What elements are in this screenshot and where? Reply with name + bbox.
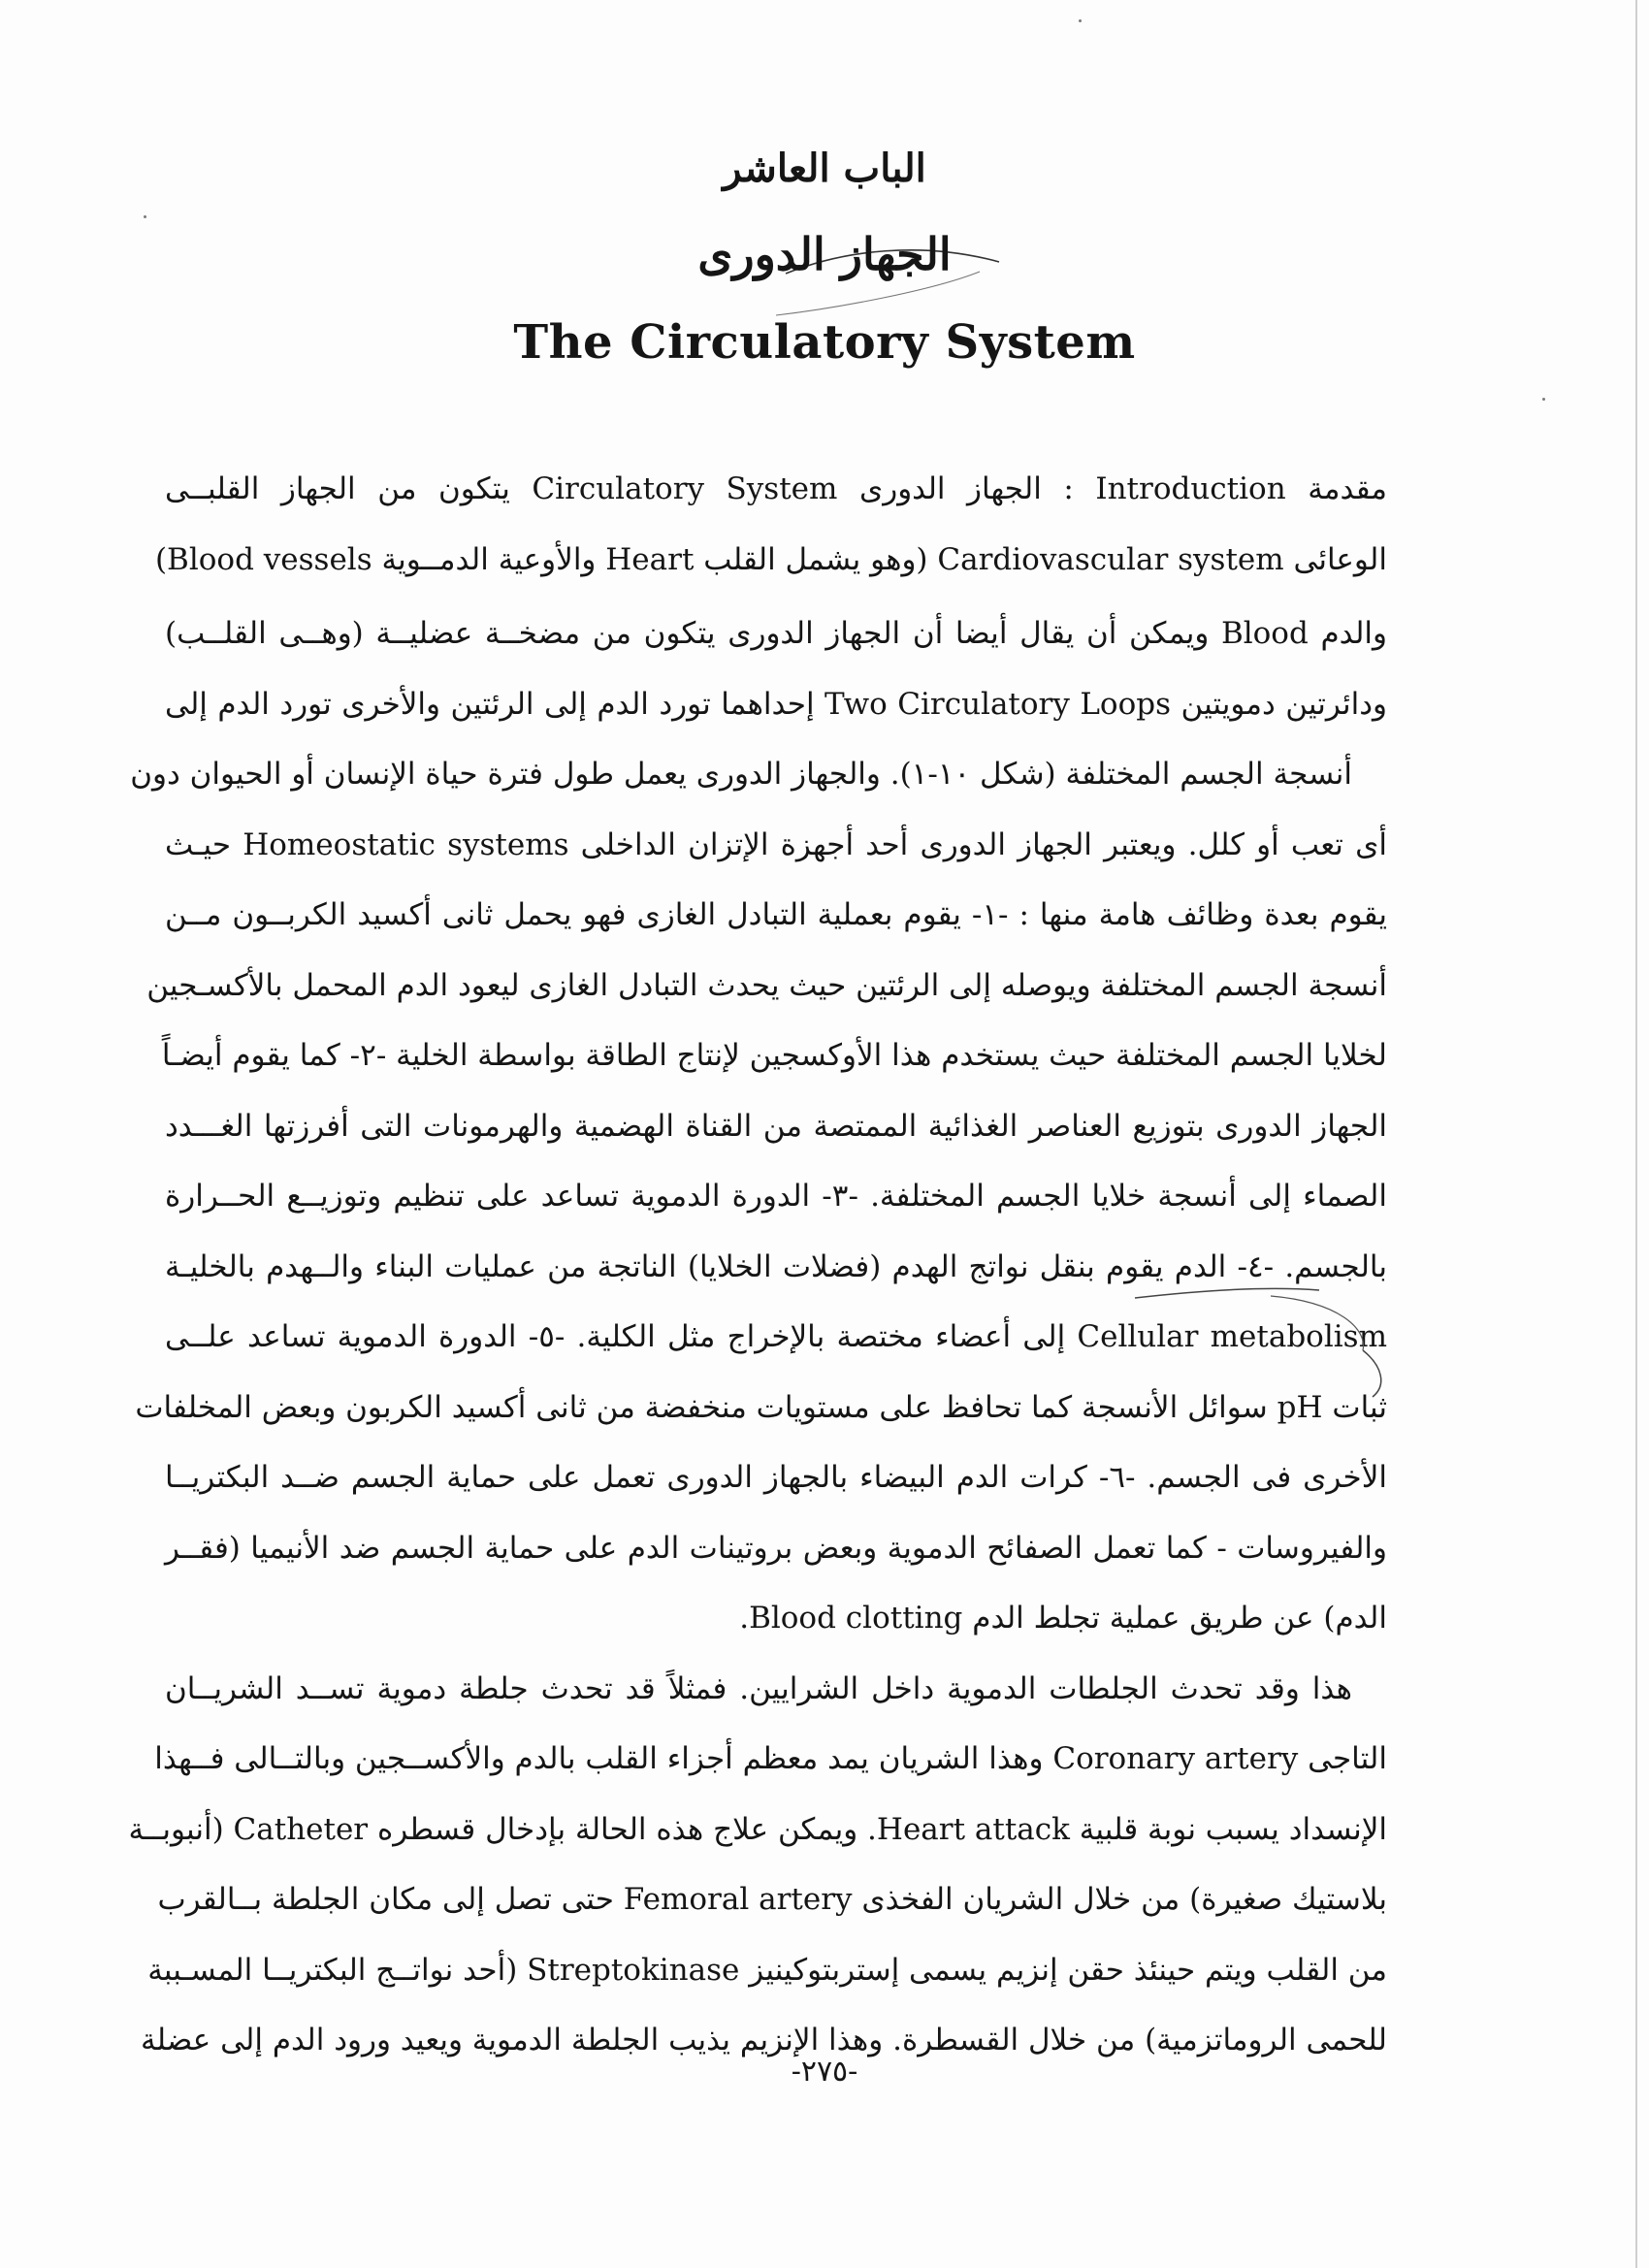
text-line: أنسجة الجسم المختلفة (شكل ١٠-١). والجهاز الدورى يعمل طول فترة حياة الإنسان أو الحيوان دون [130,757,1352,792]
text-line: الجهاز الدورى بتوزيع العناصر الغذائية الممتصة من القناة الهضمية والهرمونات التى أفرزتها الغـــدد [165,1108,1387,1144]
text-line: أى تعب أو كلل. ويعتبر الجهاز الدورى أحد أجهزة الإتزان الداخلى Homeostatic systems حيـث [165,826,1387,862]
scan-speck [1079,19,1082,22]
english-title: The Circulatory System [513,315,1136,370]
text-line: والفيروسات - كما تعمل الصفائح الدموية وبعض بروتينات الدم على حماية الجسم ضد الأنيميا (فقــر [165,1530,1387,1566]
text-line: مقدمة Introduction : الجهاز الدورى Circulatory System يتكون من الجهاز القلبــى [165,471,1387,506]
text-line: ثبات pH سوائل الأنسجة كما تحافظ على مستويات منخفضة من ثانى أكسيد الكربون وبعض المخلفات [135,1389,1387,1425]
text-line: التاجى Coronary artery وهذا الشريان يمد معظم أجزاء القلب بالدم والأكســجين وبالتــالى فــهذا [154,1741,1387,1776]
scan-speck [144,215,146,218]
text-line: الوعائى Cardiovascular system (وهو يشمل القلب Heart والأوعية الدمــوية Blood vessels) [154,541,1387,577]
arabic-title: الجهاز الدورى [697,228,952,280]
text-line: الدم) عن طريق عملية تجلط الدم Blood clotting. [739,1601,1387,1636]
scan-speck [1542,398,1545,401]
pen-annotation-mark [155,1261,1416,1387]
text-line: للحمى الروماتزمية) من خلال القسطرة. وهذا الإنزيم يذيب الجلطة الدموية ويعيد ورود الدم إلى عضلة [140,2023,1387,2057]
text-line: أنسجة الجسم المختلفة ويوصله إلى الرئتين حيث يحدث التبادل الغازى ليعود الدم المحمل بالأكسـجين [146,967,1387,1003]
chapter-heading: الباب العاشر [723,146,926,191]
text-line: يقوم بعدة وظائف هامة منها : -١- يقوم بعملية التبادل الغازى فهو يحمل ثانى أكسيد الكربــون مــن [165,897,1387,932]
text-line: لخلايا الجسم المختلفة حيث يستخدم هذا الأوكسجين لإنتاج الطاقة بواسطة الخلية -٢- كما يقوم أيضـاً [161,1038,1387,1073]
text-line: الصماء إلى أنسجة خلايا الجسم المختلفة. -٣- الدورة الدموية تساعد على تنظيم وتوزيــع الحــرارة [165,1179,1387,1214]
text-line: والدم Blood ويمكن أن يقال أيضا أن الجهاز الدورى يتكون من مضخــة عضليــة (وهــى القلــب) [165,616,1387,651]
text-line: الأخرى فى الجسم. -٦- كرات الدم البيضاء بالجهاز الدورى تعمل على حماية الجسم ضــد البكتريــا [165,1460,1387,1495]
text-line: Cellular metabolism إلى أعضاء مختصة بالإخراج مثل الكلية. -٥- الدورة الدموية تساعد علــى [165,1319,1387,1354]
text-line: ودائرتين دمويتين Two Circulatory Loops إحداهما تورد الدم إلى الرئتين والأخرى تورد الدم إلى [165,686,1387,722]
text-line: بالجسم. -٤- الدم يقوم بنقل نواتج الهدم (فضلات الخلايا) الناتجة من عمليات البناء والــهدم بالخليـة [165,1248,1388,1284]
text-line: هذا وقد تحدث الجلطات الدموية داخل الشرايين. فمثلاً قد تحدث جلطة دموية تســد الشريــان [165,1670,1352,1706]
page-number: -٢٧٥- [791,2055,858,2089]
text-line: الإنسداد يسبب نوبة قلبية Heart attack. ويمكن علاج هذه الحالة بإدخال قسطره Catheter (أنبوبــة [128,1811,1387,1847]
text-line: من القلب ويتم حينئذ حقن إنزيم يسمى إستربتوكينيز Streptokinase (أحد نواتــج البكتريــا المسـببة [147,1952,1387,1988]
text-line: بلاستيك صغيرة) من خلال الشريان الفخذى Femoral artery حتى تصل إلى مكان الجلطة بــالقرب [157,1882,1387,1917]
